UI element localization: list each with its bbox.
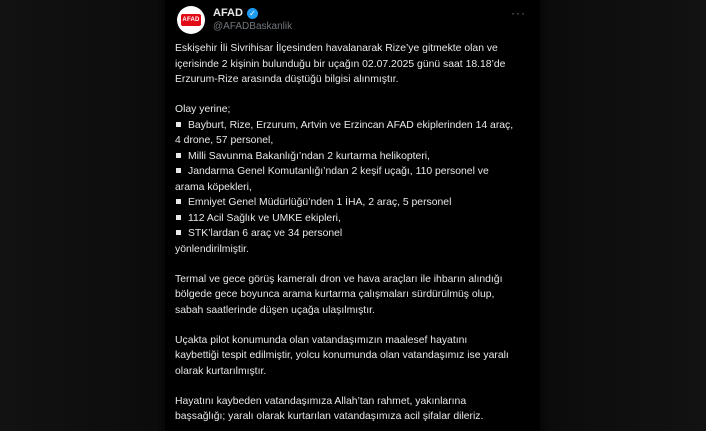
post-text (175, 41, 535, 425)
list-item: Bayburt, Rize, Erzurum, Artvin ve Erzincan AFAD ekiplerinden 14 araç, 4 drone, 57 personel, (175, 119, 514, 146)
paragraph-search: Termal ve gece görüş kameralı dron ve hava araçları ile ihbarın alındığı bölgede gece boyunca arama kurtarma çalışmaları sürdürülmüş olup, sabah saatlerinde düşen uçağa ulaşılmıştır. (175, 273, 503, 316)
bullet-icon (176, 122, 181, 127)
paragraph-incident: Eskişehir İli Sivrihisar İlçesinden havalanarak Rize’ye gitmekte olan ve içerisinde 2 kişinin bulunduğu bir uçağın 02.07.2025 günü saat 18.18’de Erzurum-Rize arasında düştüğü bilgisi alınmıştır. (175, 43, 506, 85)
list-item: Emniyet Genel Müdürlüğü’nden 1 İHA, 2 araç, 5 personel (175, 195, 535, 211)
more-options-icon[interactable]: ··· (511, 6, 526, 20)
post-header (177, 6, 530, 36)
post-card (165, 0, 540, 431)
afad-logo-avatar[interactable] (177, 6, 205, 34)
verified-badge-icon: ✓ (247, 8, 258, 19)
list-item: Jandarma Genel Komutanlığı’ndan 2 keşif uçağı, 110 personel ve arama köpekleri, (175, 166, 489, 193)
paragraph-outcome: Uçakta pilot konumunda olan vatandaşımızın maalesef hayatını kaybettiği tespit edilmiştir, yolcu konumunda olan vatandaşımız ise yaralı olarak kurtarılmıştır. (175, 334, 509, 377)
bullet-icon (176, 199, 181, 204)
list-item: STK’lardan 6 araç ve 34 personel yönlendirilmiştir. (175, 228, 343, 255)
account-name-row[interactable] (213, 6, 258, 20)
afad-logo-text: AFAD (181, 14, 201, 26)
bullet-icon (176, 215, 181, 220)
account-handle[interactable]: @AFADBaskanlik (213, 21, 293, 32)
bullet-icon (176, 230, 181, 235)
paragraph-condolence: Hayatını kaybeden vatandaşımıza Allah’tan rahmet, yakınlarına başsağlığı; yaralı olarak kurtarılan vatandaşımıza acil şifalar dileriz. (175, 395, 484, 422)
bullet-icon (176, 153, 181, 158)
list-item: 112 Acil Sağlık ve UMKE ekipleri, (175, 211, 535, 227)
bullet-icon (176, 168, 181, 173)
list-item: Milli Savunma Bakanlığı’ndan 2 kurtarma helikopteri, (175, 149, 535, 165)
paragraph-intro: Olay yerine; (175, 104, 231, 115)
account-name[interactable]: AFAD (213, 7, 243, 19)
